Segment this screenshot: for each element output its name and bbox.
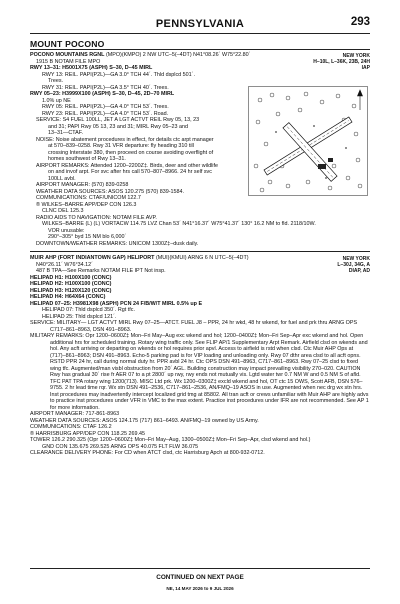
- text-line: CLNC DEL 125.3: [42, 208, 84, 214]
- text-line: 290°–305° byd 15 NM blo 6,000´: [48, 234, 127, 240]
- text-line: and 31; PAPI Rwy 05 13, 23 and 31; MIRL Rwy 05–23 and: [48, 123, 188, 130]
- helipad-line: HELIPAD H1: H100X100 (CONC): [30, 274, 112, 281]
- entry-divider: [30, 251, 370, 252]
- helipad-line: HELIPAD 07–25: H3981X98 (ASPH) PCN 24 F/B/W/T MIRL 0.5% up E: [30, 300, 203, 307]
- text-line: crossing Interstate 380, then proceed on course avoiding overflight of: [48, 149, 214, 156]
- text-line: WEATHER DATA SOURCES: ASOS 124.175 (717) 861–6493. AN/FMQ–19 owned by US Army.: [30, 417, 259, 424]
- helipad-line: HELIPAD H4: H64X64 (CONC): [30, 294, 106, 300]
- airport-id-line: (MUI)(KMUI) ARNG 6 N UTC–5(–4DT): [155, 255, 249, 261]
- text-line: 487 B TPA—See Remarks NOTAM FILE IPT Not insp.: [36, 268, 166, 274]
- text-line: VOR unusable:: [48, 227, 85, 234]
- military-remarks-para: MILITARY REMARKS: Opr 1200–0600Z‡ Mon–Fri May–Aug exc wkend and hol; 1200–0400Z‡ Mon–Fri Sep–Apr exc wkend and hol. Open additional hrs for scheduled training. Rotary wing traffic only. See FLIP AP/1 Supplementary Arpt Remark. Airfield clsd on wkends and hol. Any acft arriving or departing on wkends or hol requires prior apvl. Access to airfield is rstd when clsd. Ctc Muir AHP Ops at (717)–861–8963; DSN 491–8963. Echo-5 parking pad is for VIP loading and unloading only. Rwy 07 dthr area clsd to all acft opns. RSTD PPR 24 hr, call during normal duty hr. PPR avbl 24 hr. Ctc OPS DSN 491–8963, C717–861–8963. Rwy 07–25 clsd to fixed wing tfc. Augmented/man visbl obstruction from 20´ AGL. Building construction may impact prevailing visibility 270–020. CAUTION Rwy has gradual 30´ rise fr AER 07 to a pt 2800´ up rwy, rwy ends not mutually vis. Lgtd water twr 0.7 NM W and 0.5 NM S of afld. TFC PAT TPA rotary wing 1200(713). MISC Ltd prk. Wx 1200–0300Z‡ excld wkend and hol, OT ctc 15 OWS, Scott AFB, DSN 576–9755. 2 hr lead time rqr. Wx stn DSN 491–2536, C717–861–2536, AN/FMQ–19 ASOS in use. Augmented when nec drg wx stn hrs. Inst procedures may inadvertently intercept localized grid tmg at 85802. All tran acft or crews unfamiliar with Muir AHP are highly advs to practice inst procedures under VFR in VMC to the max extent. Practice inst procedures under IFR are not recommended. See AP 1 for more information.: [30, 333, 369, 411]
- text-line: HELIPAD 07: Thld dsplcd 350´. Rgt tfc.: [42, 307, 135, 313]
- text-line: WEATHER DATA SOURCES: ASOS 120.275 (570) 839-1584.: [36, 188, 185, 195]
- airport-id-line: (MPO)(KMPO) 2 NW UTC–5(–4DT) N41°08.26´ W75°22.80´: [105, 52, 251, 58]
- building-icon: [318, 164, 326, 169]
- text-line: SERVICE: S4 FUEL 100LL, JET A LGT ACTVT REIL Rwy 05, 13, 23: [36, 117, 200, 123]
- text-line: WILKES–BARRE (L) (L) VORTACW 114.75 LVZ Chan 53´ N41°16.37´ W75°41.37´ 130° 16.2 NM to fld. 2118/10W.: [42, 221, 316, 227]
- text-line: WILKES–BARRE APP/DEP CON 126.3: [41, 201, 137, 208]
- text-line: AIRPORT MANAGER: 717-861-8963: [30, 411, 120, 417]
- text-line: DOWNTOWN/WEATHER REMARKS: UNICOM 1300Z‡–dusk daily.: [36, 240, 199, 247]
- state-title: PENNSYLVANIA: [155, 18, 245, 30]
- text-line: AIRPORT REMARKS: Attended 1200–2200Z‡. Birds, deer and other wildlife: [36, 162, 218, 169]
- text-line: Trees.: [48, 78, 64, 84]
- text-line: RWY 13: REIL. PAPI(P2L)—GA 3.0° TCH 44´. Thld dsplcd 501´.: [42, 71, 195, 78]
- text-line: homes southwest of Rwy 13–31.: [48, 156, 126, 162]
- text-line: RWY 05: REIL. PAPI(P2L)—GA 4.0° TCH 53´. Trees.: [42, 104, 169, 110]
- text-line: COMMUNICATIONS: CTAF 126.2: [30, 424, 112, 430]
- continued-note: CONTINUED ON NEXT PAGE: [156, 574, 244, 581]
- state-label: NEW YORK: [342, 256, 370, 262]
- text-line: GND CON 135.675 269.525 ARNG OPS 40.075 FLT FLW 36.075: [42, 443, 199, 450]
- iap-label: IAP: [361, 65, 370, 71]
- page-header: [30, 18, 370, 32]
- service-para: SERVICE: MILITARY— LGT ACTVT MIRL Rwy 07–25—ATCT. FUEL J8 – PPR, 24 hr wkd, 48 hr wkend, for fuel and prk thru ARNG OPS C717–861–8963, DSN 491–8963.: [30, 320, 358, 333]
- text-line: TOWER 126.2 290.325 (Opr 1200–0600Z‡ Mon–Fri May–Aug, 1300–0500Z‡ Mon–Fri Sep–Apr, clsd wkend and hol.): [30, 437, 311, 443]
- effective-dates: NE, 14 MAY 2026 to 9 JUL 2026: [166, 586, 234, 591]
- text-line: HELIPAD 25: Thld dsplcd 121´.: [42, 313, 117, 320]
- text-line: 100LL avbl.: [48, 175, 76, 182]
- text-line: RWY 31: REIL. PAPI(P2L)—GA 3.5° TCH 40´. Trees.: [42, 84, 169, 91]
- city-heading: MOUNT POCONO: [30, 39, 105, 49]
- text-line: on and invof arpt. For svc after hrs call 570–807–8966. 24 hr self svc: [48, 169, 212, 175]
- footer-rule: [30, 568, 370, 569]
- text-line: COMMUNICATIONS: CTAF/UNICOM 122.7: [36, 195, 141, 201]
- city-rule: [30, 49, 370, 50]
- runway-line: RWY 13–31: H5001X75 (ASPH) S–30, D–45 MIRL: [30, 65, 153, 71]
- airport-name: MUIR AHP (FORT INDIANTOWN GAP) HELIPORT: [30, 255, 155, 261]
- helipad-line: HELIPAD H3: H120X120 (CONC): [30, 287, 112, 294]
- text-line: at 570–839–0258. Rwy 31 VFR departure: fly heading 310 till: [48, 143, 194, 149]
- header-rule: [30, 33, 370, 34]
- text-line: NOISE: Noise abatement procedures in effect, for details ctc arpt manager: [36, 136, 214, 143]
- chart-refs: L–30J, 34G, A: [337, 262, 370, 268]
- chart-refs: H–10L, L–36K, 23B, 24H: [313, 59, 370, 65]
- text-line: RADIO AIDS TO NAVIGATION: NOTAM FILE AVP.: [36, 214, 157, 221]
- airport-name: POCONO MOUNTAINS RGNL: [30, 52, 105, 58]
- helipad-line: HELIPAD H2: H100X100 (CONC): [30, 281, 112, 287]
- airport-entry-muir: [30, 255, 370, 457]
- diap-label: DIAP, AD: [348, 268, 370, 274]
- text-line: 1915 B NOTAM FILE MPO: [36, 58, 101, 65]
- state-label: NEW YORK: [342, 53, 370, 59]
- frequency-icon: ®: [36, 201, 40, 208]
- airport-diagram: [248, 86, 368, 196]
- text-line: 13–31—CTAF.: [48, 130, 83, 136]
- text-line: 1.0% up NE: [42, 97, 71, 104]
- runway-line: RWY 05–23: H3999X100 (ASPH) S–30, D–45, 2D–70 MIRL: [30, 91, 175, 97]
- building-icon: [328, 158, 333, 162]
- text-line: N40°26.11´ W76°34.12´: [36, 261, 93, 268]
- frequency-icon: ®: [30, 430, 34, 437]
- text-line: RWY 23: REIL. PAPI(P2L)—GA 4.0° TCH 53´. Road.: [42, 110, 169, 117]
- text-line: CLEARANCE DELIVERY PHONE: For CD when ATCT clsd, ctc Harrisburg Apch at 800-932-0712.: [30, 450, 265, 456]
- text-line: HARRISBURG APP/DEP CON 118.25 269.45: [35, 430, 145, 437]
- page-number: 293: [350, 16, 370, 28]
- text-line: AIRPORT MANAGER: (570) 839-0258: [36, 182, 129, 188]
